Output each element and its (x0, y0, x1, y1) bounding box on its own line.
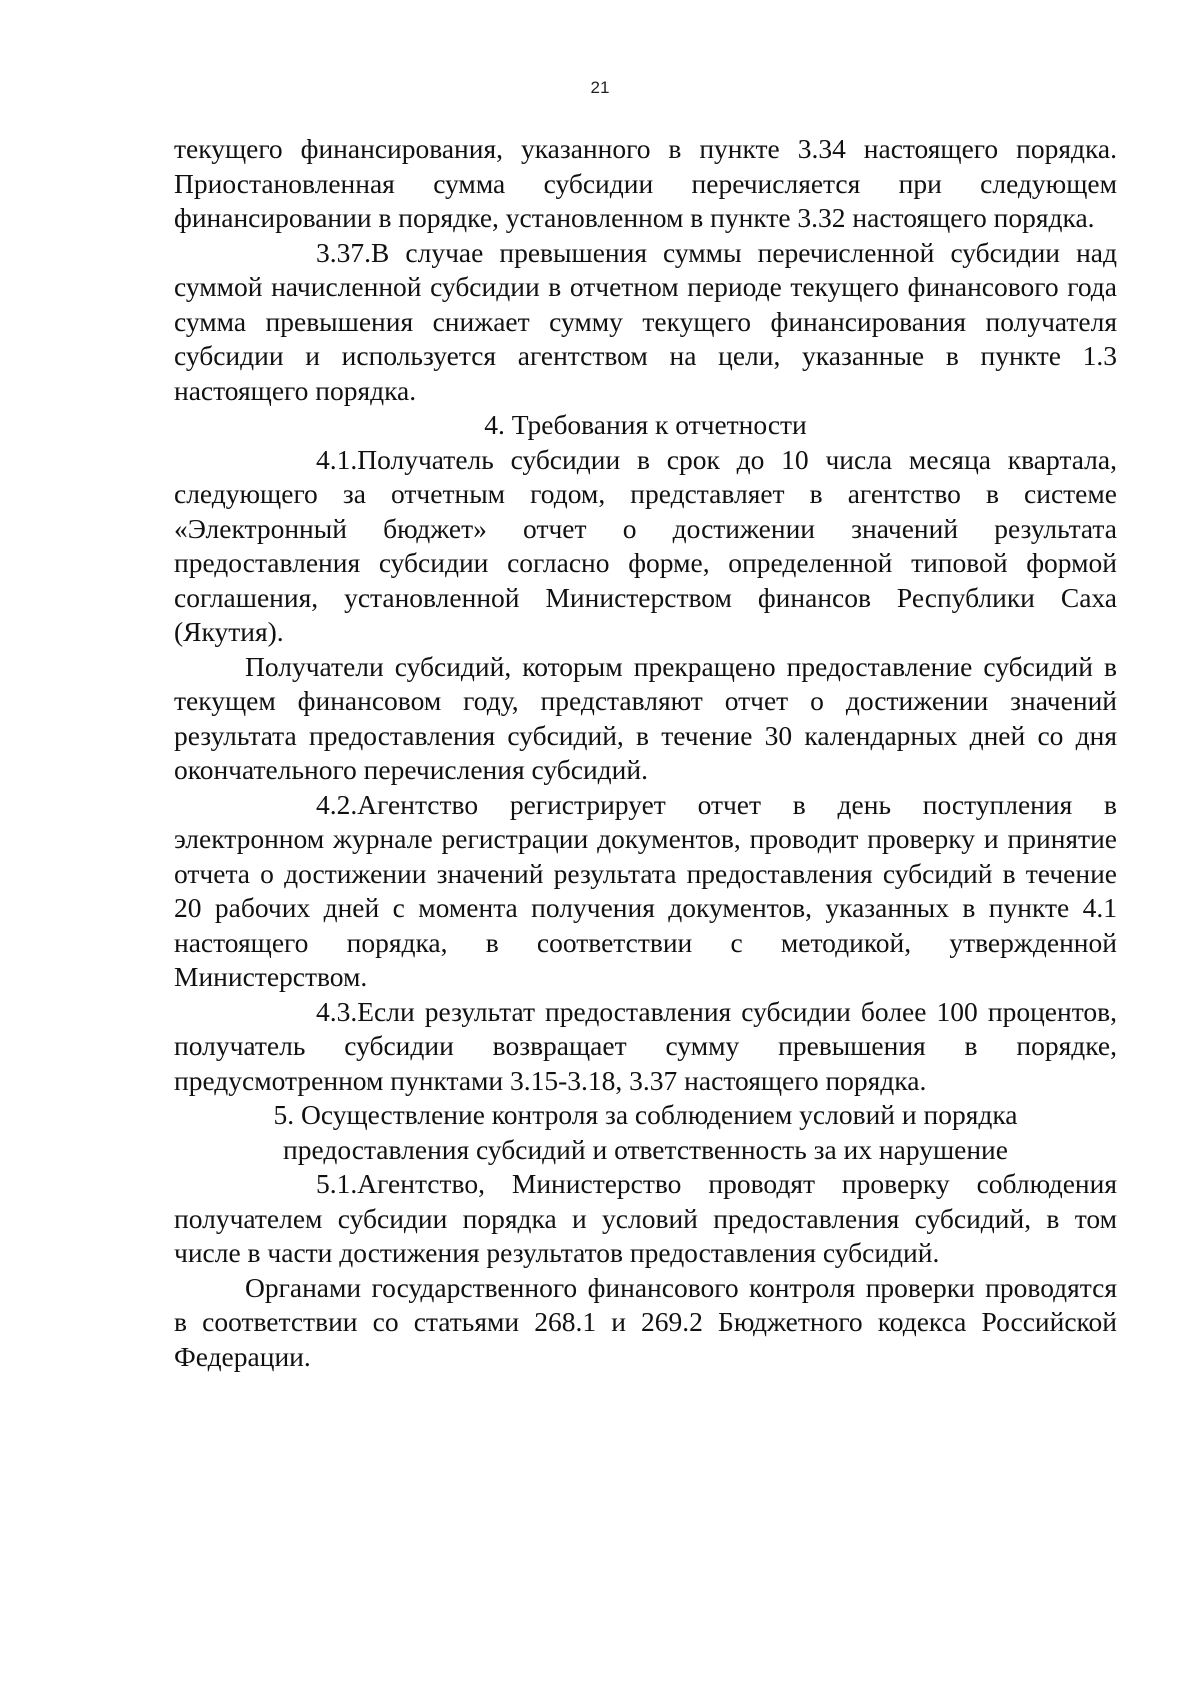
clause-number: 4.3. (316, 995, 358, 1027)
paragraph-4-1 (174, 443, 1117, 650)
paragraph-text: Получатели субсидий, которым прекращено предоставление субсидий в текущем финансовом году, представляют отчет о достижении значений результата предоставления субсидий, в течение 30 календарных дней со дня окончательного перечисления субсидий. (174, 650, 1117, 785)
paragraph-3-37 (174, 236, 1117, 409)
paragraph-5-1 (174, 1167, 1117, 1271)
clause-number: 3.37. (316, 236, 371, 268)
paragraph-text: В случае превышения суммы перечисленной субсидии над суммой начисленной субсидии в отчетном периоде текущего финансового года сумма превышения снижает сумму текущего финансирования получателя субсидии и используется агентством на цели, указанные в пункте 1.3 настоящего порядка. (174, 236, 1117, 406)
clause-number: 4.1. (316, 443, 358, 475)
paragraph-text: Агентство регистрирует отчет в день поступления в электронном журнале регистрации документов, проводит проверку и принятие отчета о достижении значений результата предоставления субсидий в течение 20 рабочих дней с момента получения документов, указанных в пункте 4.1 настоящего порядка, в соответствии с методикой, утвержденной Министерством. (174, 788, 1117, 992)
paragraph-text: Если результат предоставления субсидии более 100 процентов, получатель субсидии возвращает сумму превышения в порядке, предусмотренном пунктами 3.15-3.18, 3.37 настоящего порядка. (174, 995, 1117, 1096)
document-body (174, 132, 1117, 1374)
paragraph-4-3 (174, 995, 1117, 1099)
clause-number: 4.2. (316, 788, 358, 820)
paragraph-continuation (174, 132, 1117, 236)
clause-number: 5.1. (316, 1168, 358, 1199)
paragraph-text: Агентство, Министерство проводят проверку соблюдения получателем субсидии порядка и условий предоставления субсидий, в том числе в части достижения результатов предоставления субсидий. (174, 1168, 1117, 1268)
paragraph-5-1-second (174, 1271, 1117, 1375)
paragraph-4-1-second (174, 650, 1117, 788)
paragraph-text: Получатель субсидии в срок до 10 числа месяца квартала, следующего за отчетным годом, представляет в агентство в системе «Электронный бюджет» отчет о достижении значений результата предоставления субсидии согласно форме, определенной типовой формой соглашения, установленной Министерством финансов Республики Саха (Якутия). (174, 443, 1117, 647)
page-number: 21 (590, 78, 610, 97)
section-4-heading: 4. Требования к отчетности (484, 409, 807, 440)
paragraph-4-2 (174, 788, 1117, 995)
paragraph-text: Органами государственного финансового контроля проверки проводятся в соответствии со статьями 268.1 и 269.2 Бюджетного кодекса Российской Федерации. (174, 1271, 1117, 1372)
paragraph-text: текущего финансирования, указанного в пункте 3.34 настоящего порядка. Приостановленная сумма субсидии перечисляется при следующем финансировании в порядке, установленном в пункте 3.32 настоящего порядка. (174, 133, 1117, 233)
section-5-heading: 5. Осуществление контроля за соблюдением условий и порядка предоставления субсидий и ответственность за их нарушение (273, 1099, 1018, 1165)
